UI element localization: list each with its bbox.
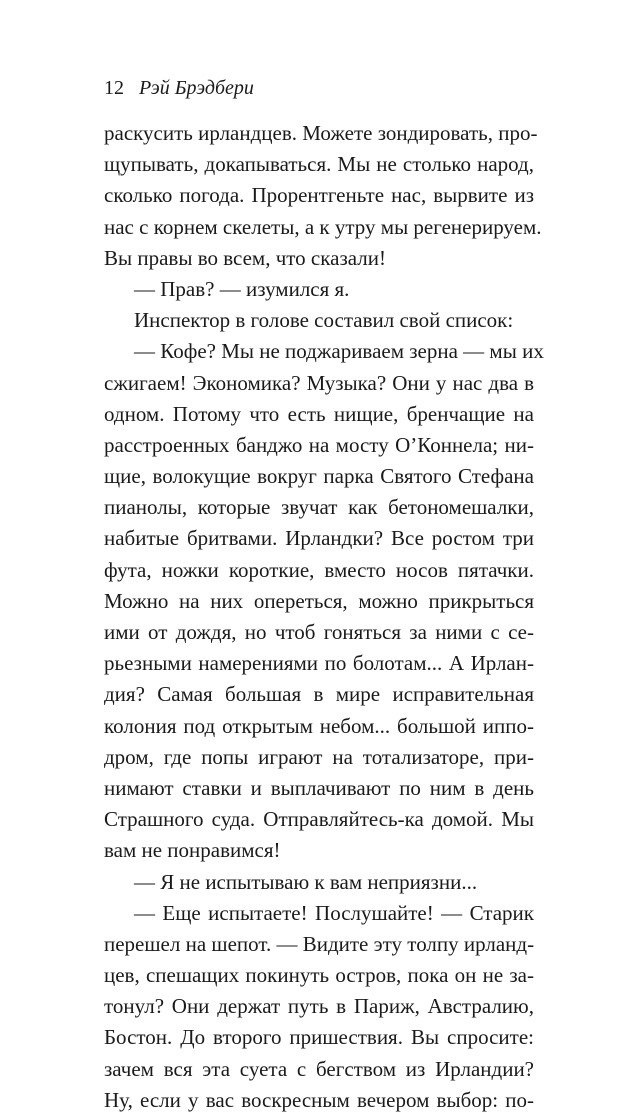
text-line: перешел на шепот. — Видите эту толпу ирланд-	[104, 931, 535, 956]
text-line: щупывать, докапываться. Мы не столько народ,	[104, 152, 534, 177]
text-line: вам не понравимся!	[104, 838, 281, 863]
text-line: — Прав? — изумился я.	[134, 276, 350, 301]
body-text	[104, 118, 544, 1116]
text-line: зачем вся эта суета с бегством из Ирландии?	[104, 1056, 534, 1081]
text-line: сколько погода. Прорентгеньте нас, вырвите из	[104, 183, 534, 208]
text-line: Вы правы во всем, что сказали!	[104, 245, 386, 270]
text-line: — Кофе? Мы не поджариваем зерна — мы их	[134, 339, 544, 364]
text-line: раскусить ирландцев. Можете зондировать, про-	[104, 121, 538, 145]
text-line: ими от дождя, но чтоб гоняться за ними с се-	[104, 620, 534, 644]
text-line: колония под открытым небом... большой иппо-	[104, 713, 534, 738]
text-line: набитые бритвами. Ирландки? Все ростом три	[104, 526, 534, 551]
author-name: Рэй Брэдбери	[139, 77, 254, 99]
text-line: — Еще испытаете! Послушайте! — Старик	[134, 900, 534, 925]
text-line: дия? Самая большая в мире исправительная	[104, 682, 534, 707]
text-line: расстроенных банджо на мосту О’Коннела; ни-	[104, 432, 534, 457]
text-line: тонул? Они держат путь в Париж, Австралию,	[104, 994, 534, 1019]
text-line: Бостон. До второго пришествия. Вы спросите:	[104, 1025, 534, 1050]
text-line: одном. Потому что есть нищие, бренчащие на	[104, 401, 534, 426]
text-line: цев, спешащих покинуть остров, пока он не за-	[104, 963, 534, 988]
text-line: фута, ножки короткие, вместо носов пятачки.	[104, 557, 534, 582]
text-line: — Я не испытываю к вам неприязни...	[134, 869, 478, 894]
text-line: нас с корнем скелеты, а к утру мы регенерируем.	[104, 214, 542, 239]
text-line: щие, волокущие вокруг парка Святого Стефана	[104, 464, 534, 489]
page-number: 12	[104, 77, 124, 99]
running-head	[104, 76, 254, 100]
text-line: нимают ставки и выплачивают по ним в день	[104, 775, 534, 800]
text-line: Можно на них опереться, можно прикрыться	[104, 588, 534, 613]
text-line: пианолы, которые звучат как бетономешалки,	[104, 495, 534, 520]
text-line: сжигаем! Экономика? Музыка? Они у нас два в	[104, 370, 534, 395]
text-line: Ну, если у вас воскресным вечером выбор: по-	[104, 1087, 534, 1112]
text-line: дром, где попы играют на тотализаторе, при-	[104, 744, 534, 769]
text-line: Инспектор в голове составил свой список:	[134, 308, 514, 333]
text-line: рьезными намерениями по болотам... А Ирлан-	[104, 651, 534, 676]
text-line: Страшного суда. Отправляйтесь-ка домой. Мы	[104, 807, 534, 832]
